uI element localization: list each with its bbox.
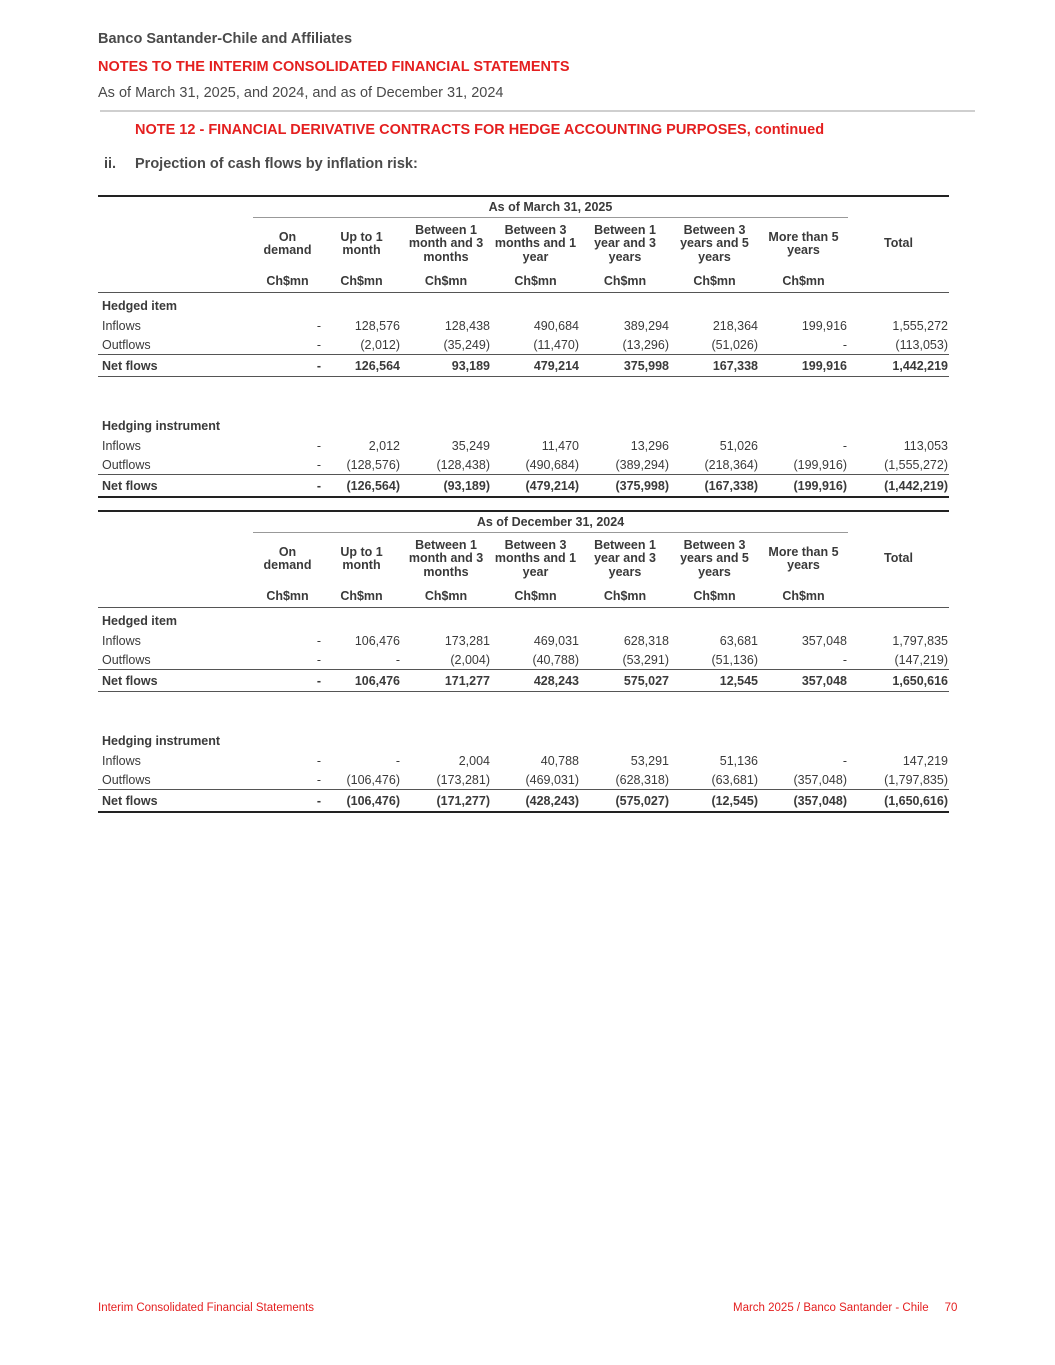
cell-value: - bbox=[316, 772, 321, 787]
table-row bbox=[98, 631, 949, 650]
column-header: Total bbox=[884, 551, 913, 565]
row-label: Inflows bbox=[102, 633, 141, 648]
cell-value: (51,026) bbox=[711, 337, 758, 352]
section-label: Hedged item bbox=[102, 298, 178, 313]
table-row bbox=[98, 455, 949, 475]
cell-value: 1,650,616 bbox=[848, 670, 949, 692]
period-header: As of December 31, 2024 bbox=[253, 512, 848, 533]
column-header: Between 3 months and 1 year bbox=[494, 222, 577, 264]
cell-value: 12,545 bbox=[670, 670, 759, 692]
unit-label: Ch$mn bbox=[580, 270, 670, 293]
cell-value: - bbox=[842, 753, 847, 768]
cell-value: - bbox=[842, 652, 847, 667]
table-row bbox=[98, 355, 949, 377]
table-row bbox=[98, 790, 949, 813]
cell-value: 106,476 bbox=[354, 633, 400, 648]
cell-value: 389,294 bbox=[623, 318, 669, 333]
cell-value: (628,318) bbox=[615, 772, 669, 787]
cell-value: (171,277) bbox=[401, 790, 491, 813]
cell-value: 469,031 bbox=[533, 633, 579, 648]
unit-label: Ch$mn bbox=[253, 270, 322, 293]
table-row bbox=[98, 770, 949, 790]
table-row bbox=[98, 475, 949, 498]
cell-value: 51,026 bbox=[719, 438, 758, 453]
cell-value: 1,442,219 bbox=[848, 355, 949, 377]
unit-label: Ch$mn bbox=[401, 585, 491, 608]
cell-value: (63,681) bbox=[711, 772, 758, 787]
table-row bbox=[98, 650, 949, 670]
cell-value: - bbox=[316, 318, 321, 333]
cell-value: 113,053 bbox=[903, 438, 948, 453]
cell-value: 11,470 bbox=[541, 438, 579, 453]
cell-value: 171,277 bbox=[401, 670, 491, 692]
unit-label: Ch$mn bbox=[670, 585, 759, 608]
column-header: Up to 1 month bbox=[340, 544, 383, 572]
cell-value: (106,476) bbox=[322, 790, 401, 813]
cell-value: (12,545) bbox=[670, 790, 759, 813]
table-row bbox=[98, 436, 949, 455]
unit-label: Ch$mn bbox=[759, 270, 848, 293]
cell-value: - bbox=[395, 652, 400, 667]
row-label: Net flows bbox=[98, 790, 253, 813]
cell-value: (199,916) bbox=[759, 475, 848, 498]
column-header: Between 3 years and 5 years bbox=[680, 222, 749, 264]
cash-flow-table bbox=[98, 510, 949, 813]
cell-value: 357,048 bbox=[801, 633, 847, 648]
section-title: Projection of cash flows by inflation risk: bbox=[135, 156, 418, 172]
cell-value: (575,027) bbox=[580, 790, 670, 813]
row-label: Outflows bbox=[102, 337, 151, 352]
cell-value: - bbox=[842, 438, 847, 453]
cell-value: (1,797,835) bbox=[884, 772, 948, 787]
cell-value: (490,684) bbox=[525, 457, 579, 472]
footer-report-name: Interim Consolidated Financial Statements bbox=[98, 1302, 315, 1314]
cell-value: - bbox=[253, 355, 322, 377]
page-number: 70 bbox=[944, 1302, 958, 1314]
cell-value: 106,476 bbox=[322, 670, 401, 692]
cell-value: 490,684 bbox=[533, 318, 579, 333]
cell-value: (199,916) bbox=[793, 457, 847, 472]
cell-value: (11,470) bbox=[533, 337, 579, 352]
column-header: Between 1 year and 3 years bbox=[594, 537, 656, 579]
cell-value: - bbox=[316, 633, 321, 648]
cell-value: 147,219 bbox=[902, 753, 948, 768]
cell-value: 167,338 bbox=[670, 355, 759, 377]
cell-value: 40,788 bbox=[540, 753, 579, 768]
company-name: Banco Santander-Chile and Affiliates bbox=[98, 31, 353, 47]
unit-label: Ch$mn bbox=[401, 270, 491, 293]
cell-value: - bbox=[395, 753, 400, 768]
column-header: Between 3 years and 5 years bbox=[680, 537, 749, 579]
cell-value: 428,243 bbox=[491, 670, 580, 692]
row-label: Outflows bbox=[102, 457, 151, 472]
cell-value: (173,281) bbox=[436, 772, 490, 787]
cell-value: 173,281 bbox=[444, 633, 490, 648]
unit-label: Ch$mn bbox=[491, 270, 580, 293]
cell-value: - bbox=[253, 475, 322, 498]
cell-value: (218,364) bbox=[704, 457, 758, 472]
header-divider bbox=[100, 110, 975, 112]
cell-value: (113,053) bbox=[895, 337, 948, 352]
section-label: Hedging instrument bbox=[102, 418, 221, 433]
cell-value: - bbox=[316, 652, 321, 667]
cell-value: (389,294) bbox=[615, 457, 669, 472]
note-heading: NOTE 12 - FINANCIAL DERIVATIVE CONTRACTS FOR HEDGE ACCOUNTING PURPOSES, continued bbox=[135, 122, 825, 138]
cell-value: 63,681 bbox=[719, 633, 758, 648]
table-row bbox=[98, 751, 949, 770]
cell-value: (35,249) bbox=[443, 337, 490, 352]
cell-value: (2,004) bbox=[450, 652, 490, 667]
column-header: On demand bbox=[263, 229, 312, 257]
cell-value: (469,031) bbox=[525, 772, 579, 787]
cell-value: (106,476) bbox=[346, 772, 400, 787]
section-number: ii. bbox=[104, 156, 117, 172]
table-row bbox=[98, 316, 949, 335]
as-of-dates: As of March 31, 2025, and 2024, and as of December 31, 2024 bbox=[98, 85, 504, 101]
column-header: Between 3 months and 1 year bbox=[494, 537, 577, 579]
column-header: Up to 1 month bbox=[340, 229, 383, 257]
cell-value: - bbox=[253, 670, 322, 692]
cell-value: (147,219) bbox=[894, 652, 948, 667]
table-row bbox=[98, 335, 949, 355]
cell-value: - bbox=[253, 790, 322, 813]
column-header: Between 1 month and 3 months bbox=[408, 222, 484, 264]
unit-label: Ch$mn bbox=[491, 585, 580, 608]
cell-value: (126,564) bbox=[322, 475, 401, 498]
cell-value: 575,027 bbox=[580, 670, 670, 692]
table-row bbox=[98, 670, 949, 692]
cell-value: (128,576) bbox=[346, 457, 400, 472]
cell-value: 126,564 bbox=[322, 355, 401, 377]
cell-value: (1,555,272) bbox=[884, 457, 948, 472]
section-label: Hedging instrument bbox=[102, 733, 221, 748]
cell-value: (1,650,616) bbox=[848, 790, 949, 813]
cell-value: (13,296) bbox=[622, 337, 669, 352]
row-label: Inflows bbox=[102, 318, 141, 333]
column-header: More than 5 years bbox=[768, 229, 839, 257]
cell-value: (40,788) bbox=[532, 652, 579, 667]
row-label: Net flows bbox=[98, 475, 253, 498]
unit-label: Ch$mn bbox=[322, 270, 401, 293]
unit-label: Ch$mn bbox=[580, 585, 670, 608]
column-header: More than 5 years bbox=[768, 544, 839, 572]
row-label: Net flows bbox=[98, 670, 253, 692]
cell-value: (53,291) bbox=[622, 652, 669, 667]
cell-value: 199,916 bbox=[801, 318, 847, 333]
cell-value: - bbox=[842, 337, 847, 352]
column-header: Between 1 year and 3 years bbox=[594, 222, 656, 264]
row-label: Net flows bbox=[98, 355, 253, 377]
cell-value: - bbox=[316, 438, 321, 453]
row-label: Inflows bbox=[102, 753, 141, 768]
cell-value: 2,012 bbox=[368, 438, 400, 453]
cell-value: (128,438) bbox=[436, 457, 490, 472]
cell-value: (2,012) bbox=[360, 337, 400, 352]
row-label: Outflows bbox=[102, 772, 151, 787]
cell-value: - bbox=[316, 753, 321, 768]
period-header: As of March 31, 2025 bbox=[253, 197, 848, 218]
cell-value: 53,291 bbox=[630, 753, 669, 768]
cash-flow-table bbox=[98, 195, 949, 498]
unit-label: Ch$mn bbox=[670, 270, 759, 293]
footer-period: March 2025 / Banco Santander - Chile bbox=[733, 1302, 929, 1314]
cell-value: - bbox=[316, 457, 321, 472]
cell-value: (51,136) bbox=[711, 652, 758, 667]
section-heading bbox=[104, 156, 418, 172]
footer-publication bbox=[733, 1302, 957, 1314]
cell-value: (375,998) bbox=[580, 475, 670, 498]
cell-value: 1,555,272 bbox=[892, 318, 948, 333]
cell-value: (357,048) bbox=[793, 772, 847, 787]
cell-value: - bbox=[316, 337, 321, 352]
cell-value: 93,189 bbox=[401, 355, 491, 377]
cell-value: (1,442,219) bbox=[848, 475, 949, 498]
cell-value: 1,797,835 bbox=[892, 633, 948, 648]
cell-value: 218,364 bbox=[712, 318, 758, 333]
row-label: Inflows bbox=[102, 438, 141, 453]
column-header: Total bbox=[884, 236, 913, 250]
cell-value: 479,214 bbox=[491, 355, 580, 377]
cell-value: (167,338) bbox=[670, 475, 759, 498]
unit-label: Ch$mn bbox=[759, 585, 848, 608]
cell-value: (428,243) bbox=[491, 790, 580, 813]
unit-label: Ch$mn bbox=[253, 585, 322, 608]
cell-value: 13,296 bbox=[630, 438, 669, 453]
cell-value: 2,004 bbox=[458, 753, 490, 768]
cell-value: 199,916 bbox=[759, 355, 848, 377]
section-label: Hedged item bbox=[102, 613, 178, 628]
column-header: Between 1 month and 3 months bbox=[408, 537, 484, 579]
row-label: Outflows bbox=[102, 652, 151, 667]
cell-value: (357,048) bbox=[759, 790, 848, 813]
notes-title: NOTES TO THE INTERIM CONSOLIDATED FINANCIAL STATEMENTS bbox=[98, 59, 570, 75]
cell-value: 128,576 bbox=[354, 318, 400, 333]
cell-value: 375,998 bbox=[580, 355, 670, 377]
cell-value: (93,189) bbox=[401, 475, 491, 498]
cell-value: 51,136 bbox=[719, 753, 758, 768]
cell-value: 628,318 bbox=[623, 633, 669, 648]
cell-value: 128,438 bbox=[444, 318, 490, 333]
cell-value: (479,214) bbox=[491, 475, 580, 498]
unit-label: Ch$mn bbox=[322, 585, 401, 608]
cell-value: 35,249 bbox=[451, 438, 490, 453]
column-header: On demand bbox=[263, 544, 312, 572]
cell-value: 357,048 bbox=[759, 670, 848, 692]
